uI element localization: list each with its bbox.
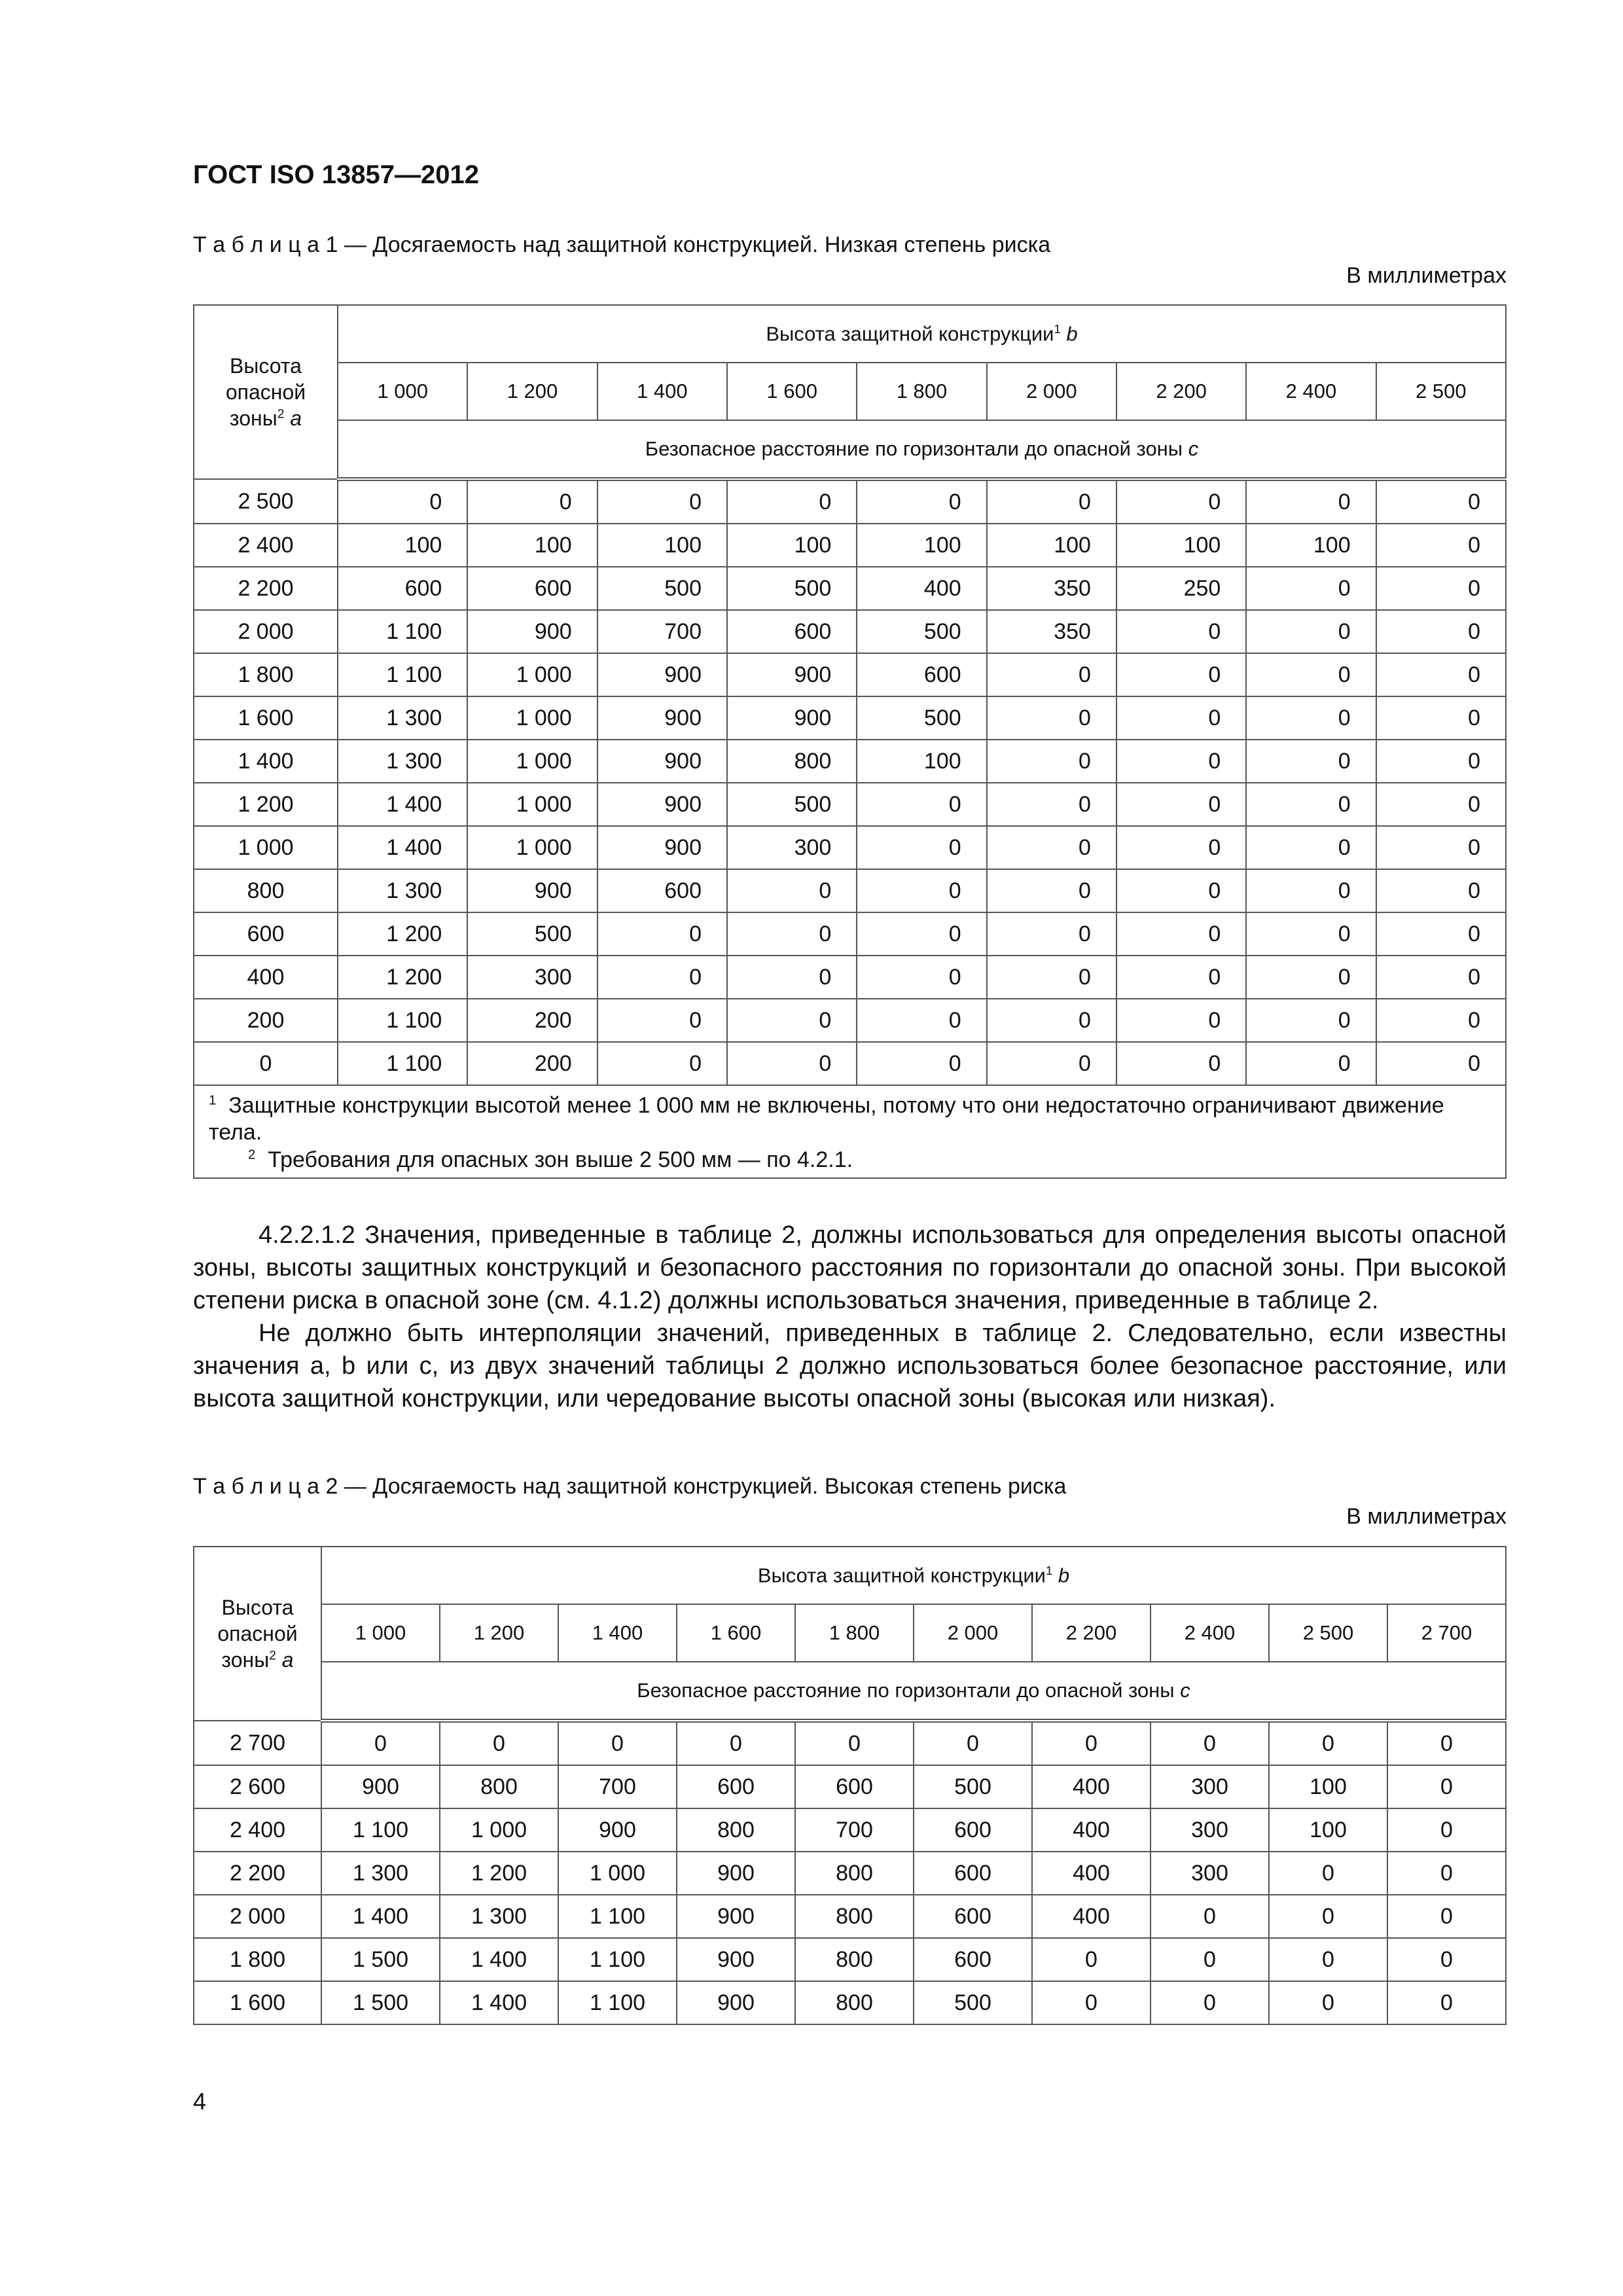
table-cell: 0 (1116, 783, 1246, 826)
table-cell: 0 (1116, 740, 1246, 783)
row-label: 1 800 (194, 1938, 321, 1981)
row-label: 2 700 (194, 1721, 321, 1765)
table-cell: 0 (987, 1042, 1116, 1085)
column-header: 1 800 (795, 1604, 914, 1662)
table-cell: 0 (987, 956, 1116, 999)
table-cell: 900 (467, 869, 597, 912)
table-cell: 500 (467, 912, 597, 956)
table-cell: 0 (1246, 653, 1376, 696)
table2 (193, 1546, 1507, 2025)
table-cell: 0 (1246, 999, 1376, 1042)
table-cell: 0 (857, 999, 986, 1042)
table-cell: 0 (1116, 826, 1246, 869)
table-cell: 0 (727, 956, 857, 999)
table-cell: 300 (1150, 1765, 1269, 1808)
table-cell: 0 (1116, 479, 1246, 524)
table-cell: 1 100 (338, 1042, 467, 1085)
column-header: 2 400 (1246, 363, 1376, 420)
table-cell: 0 (321, 1721, 440, 1765)
table-cell: 0 (597, 999, 727, 1042)
table-cell: 100 (1269, 1765, 1387, 1808)
paragraph: Не должно быть интерполяции значений, приведенных в таблице 2. Следовательно, если известны значения a, b или c, из двух значений таблицы 2 должно использоваться более безопасное расстояние, или высота защитной конструкции, или чередование высоты опасной зоны (высокая или низкая). (193, 1319, 1507, 1412)
table-cell: 0 (727, 479, 857, 524)
row-label: 2 600 (194, 1765, 321, 1808)
table-cell: 500 (727, 567, 857, 610)
table-cell: 100 (987, 524, 1116, 567)
table-cell: 100 (857, 740, 986, 783)
table-cell: 100 (338, 524, 467, 567)
table-cell: 300 (467, 956, 597, 999)
rowhead-line: Высота (230, 354, 302, 378)
table-cell: 1 300 (440, 1895, 558, 1938)
table-row (194, 912, 1506, 956)
table-cell: 0 (1376, 696, 1506, 740)
row-label: 2 400 (194, 524, 338, 567)
table-cell: 0 (857, 956, 986, 999)
table-cell: 300 (1150, 1852, 1269, 1895)
table-cell: 600 (795, 1765, 914, 1808)
table-cell: 800 (727, 740, 857, 783)
column-header: 1 600 (677, 1604, 795, 1662)
table-cell: 700 (597, 610, 727, 653)
column-header: 1 600 (727, 363, 857, 420)
column-header: 2 200 (1032, 1604, 1150, 1662)
table-cell: 1 000 (440, 1808, 558, 1852)
table-cell: 0 (1032, 1981, 1150, 2024)
table-cell: 800 (795, 1938, 914, 1981)
table-cell: 0 (1246, 610, 1376, 653)
table2-units: В миллиметрах (1346, 1504, 1507, 1529)
table-cell: 600 (467, 567, 597, 610)
table-cell: 700 (795, 1808, 914, 1852)
table-cell: 0 (1032, 1721, 1150, 1765)
table-cell: 1 400 (440, 1938, 558, 1981)
table-cell: 0 (1246, 869, 1376, 912)
table-cell: 0 (1150, 1981, 1269, 2024)
table2-column-headers (194, 1604, 1506, 1662)
table-cell: 600 (857, 653, 986, 696)
table1-column-headers (194, 363, 1506, 420)
table-cell: 400 (1032, 1808, 1150, 1852)
table-cell: 1 100 (558, 1895, 677, 1938)
table-cell: 100 (857, 524, 986, 567)
table-cell: 800 (795, 1981, 914, 2024)
rowhead-line: опасной (217, 1622, 298, 1645)
table-row (194, 696, 1506, 740)
column-header: 1 000 (321, 1604, 440, 1662)
table-cell: 600 (727, 610, 857, 653)
table-cell: 0 (1246, 479, 1376, 524)
table-cell: 0 (1269, 1938, 1387, 1981)
row-label: 2 400 (194, 1808, 321, 1852)
table-cell: 400 (1032, 1765, 1150, 1808)
table-row (194, 740, 1506, 783)
document-code: ГОСТ ISO 13857—2012 (193, 160, 479, 189)
table-cell: 100 (1246, 524, 1376, 567)
table-cell: 600 (597, 869, 727, 912)
table-cell: 0 (440, 1721, 558, 1765)
table-cell: 0 (1150, 1721, 1269, 1765)
table-cell: 500 (857, 610, 986, 653)
table-cell: 500 (914, 1981, 1032, 2024)
table-cell: 0 (1376, 479, 1506, 524)
table-cell: 1 000 (467, 826, 597, 869)
row-label: 800 (194, 869, 338, 912)
column-header: 1 200 (440, 1604, 558, 1662)
table-cell: 900 (597, 826, 727, 869)
table-cell: 900 (321, 1765, 440, 1808)
table-cell: 0 (987, 653, 1116, 696)
table-cell: 0 (1376, 869, 1506, 912)
table-cell: 1 300 (338, 740, 467, 783)
table-cell: 0 (857, 783, 986, 826)
table-cell: 300 (727, 826, 857, 869)
table-cell: 600 (677, 1765, 795, 1808)
column-header: 1 000 (338, 363, 467, 420)
table-row (194, 1808, 1506, 1852)
table-cell: 0 (1246, 1042, 1376, 1085)
table-row (194, 524, 1506, 567)
column-header: 1 400 (558, 1604, 677, 1662)
row-label: 400 (194, 956, 338, 999)
table-cell: 0 (987, 740, 1116, 783)
table2-rowhead: Высота опасной зоны$^2$ a (194, 1547, 321, 1721)
table-cell: 900 (727, 653, 857, 696)
table-cell: 0 (1116, 653, 1246, 696)
table-cell: 1 400 (321, 1895, 440, 1938)
rowhead-line: зоны (221, 1648, 270, 1672)
table-cell: 1 400 (338, 826, 467, 869)
table-cell: 0 (857, 1042, 986, 1085)
table-cell: 900 (677, 1981, 795, 2024)
table-cell: 0 (914, 1721, 1032, 1765)
table-cell: 0 (1150, 1938, 1269, 1981)
table-row (194, 956, 1506, 999)
table-row (194, 1852, 1506, 1895)
row-label: 2 000 (194, 610, 338, 653)
table-cell: 0 (857, 912, 986, 956)
table-cell: 0 (1387, 1808, 1506, 1852)
table-row (194, 869, 1506, 912)
table-cell: 0 (1376, 524, 1506, 567)
row-label: 1 200 (194, 783, 338, 826)
table-cell: 600 (338, 567, 467, 610)
table-cell: 1 300 (321, 1852, 440, 1895)
table-cell: 0 (987, 783, 1116, 826)
table-cell: 600 (914, 1895, 1032, 1938)
column-header: 2 700 (1387, 1604, 1506, 1662)
table-cell: 400 (1032, 1895, 1150, 1938)
table-cell: 0 (857, 869, 986, 912)
table-row (194, 653, 1506, 696)
table-row (194, 610, 1506, 653)
column-header: 1 800 (857, 363, 986, 420)
table-cell: 0 (677, 1721, 795, 1765)
table-row (194, 1721, 1506, 1765)
table-cell: 0 (795, 1721, 914, 1765)
table-cell: 0 (1376, 1042, 1506, 1085)
table-cell: 1 000 (467, 740, 597, 783)
row-label: 2 200 (194, 567, 338, 610)
table-cell: 0 (1376, 826, 1506, 869)
table-cell: 0 (1387, 1895, 1506, 1938)
table-cell: 0 (727, 999, 857, 1042)
table-cell: 0 (1269, 1852, 1387, 1895)
table-cell: 0 (1376, 610, 1506, 653)
table-cell: 0 (987, 912, 1116, 956)
table-cell: 0 (857, 479, 986, 524)
table1 (193, 304, 1507, 1179)
row-label: 200 (194, 999, 338, 1042)
table-cell: 0 (1246, 956, 1376, 999)
table-cell: 0 (1376, 783, 1506, 826)
table-cell: 0 (597, 956, 727, 999)
table-cell: 0 (987, 696, 1116, 740)
paragraph: 4.2.2.1.2 Значения, приведенные в таблице 2, должны использоваться для определения высоты опасной зоны, высоты защитных конструкций и безопасного расстояния по горизонтали до опасной зоны. При высокой степени риска в опасной зоне (см. 4.1.2) должны использоваться значения, приведенные в таблице 2. (193, 1221, 1507, 1314)
column-header: 2 000 (914, 1604, 1032, 1662)
table-cell: 400 (857, 567, 986, 610)
table-cell: 900 (677, 1852, 795, 1895)
table1-units: В миллиметрах (1346, 263, 1507, 288)
table-row (194, 783, 1506, 826)
row-label: 1 000 (194, 826, 338, 869)
table-cell: 500 (727, 783, 857, 826)
row-label: 0 (194, 1042, 338, 1085)
table-cell: 0 (987, 479, 1116, 524)
table-row (194, 1895, 1506, 1938)
table-cell: 0 (1269, 1721, 1387, 1765)
table-cell: 1 100 (338, 610, 467, 653)
table-cell: 1 300 (338, 696, 467, 740)
table-cell: 350 (987, 610, 1116, 653)
footnote: $^1$ Защитные конструкции высотой менее 1 000 мм не включены, потому что они недостаточно ограничивают движение тела. (209, 1093, 1444, 1145)
table-cell: 100 (1269, 1808, 1387, 1852)
table-cell: 0 (1376, 740, 1506, 783)
table-cell: 1 100 (338, 653, 467, 696)
table-cell: 0 (1246, 567, 1376, 610)
row-label: 1 800 (194, 653, 338, 696)
table-cell: 0 (467, 479, 597, 524)
table-row (194, 567, 1506, 610)
table-cell: 0 (1376, 999, 1506, 1042)
table-cell: 1 100 (338, 999, 467, 1042)
table-row (194, 1765, 1506, 1808)
table-row (194, 999, 1506, 1042)
column-header: 2 500 (1376, 363, 1506, 420)
column-header: 1 200 (467, 363, 597, 420)
table1-notes (194, 1085, 1506, 1178)
row-label: 600 (194, 912, 338, 956)
table-cell: 0 (1116, 912, 1246, 956)
footnote: $^2$ Требования для опасных зон выше 2 500 мм — по 4.2.1. (248, 1147, 853, 1172)
table-cell: 900 (677, 1895, 795, 1938)
column-header: 2 400 (1150, 1604, 1269, 1662)
table-cell: 0 (1116, 869, 1246, 912)
table-cell: 1 200 (440, 1852, 558, 1895)
rowhead-line: опасной (225, 380, 306, 404)
row-label: 1 400 (194, 740, 338, 783)
table-cell: 800 (795, 1895, 914, 1938)
table-row (194, 1981, 1506, 2024)
table-cell: 1 500 (321, 1938, 440, 1981)
table-cell: 0 (1116, 1042, 1246, 1085)
table-cell: 400 (1032, 1852, 1150, 1895)
table-cell: 0 (1246, 696, 1376, 740)
table-cell: 500 (914, 1765, 1032, 1808)
table-cell: 0 (338, 479, 467, 524)
rowhead-line: Высота (221, 1596, 294, 1619)
table-cell: 1 100 (558, 1981, 677, 2024)
table-row (194, 826, 1506, 869)
table-cell: 0 (727, 1042, 857, 1085)
table-cell: 1 200 (338, 912, 467, 956)
table-row (194, 1938, 1506, 1981)
table1-subheader: Безопасное расстояние по горизонтали до опасной зоны c (338, 420, 1506, 479)
column-header: 1 400 (597, 363, 727, 420)
table-cell: 0 (1116, 956, 1246, 999)
table-cell: 500 (597, 567, 727, 610)
table-cell: 0 (987, 999, 1116, 1042)
table-cell: 0 (1376, 912, 1506, 956)
table-cell: 600 (914, 1808, 1032, 1852)
table-cell: 1 100 (558, 1938, 677, 1981)
table-cell: 600 (914, 1852, 1032, 1895)
row-label: 2 000 (194, 1895, 321, 1938)
table-cell: 0 (727, 869, 857, 912)
table-cell: 0 (1387, 1852, 1506, 1895)
table-cell: 900 (677, 1938, 795, 1981)
table-cell: 800 (795, 1852, 914, 1895)
table-cell: 200 (467, 999, 597, 1042)
table-cell: 0 (1387, 1938, 1506, 1981)
table-cell: 0 (1246, 783, 1376, 826)
table-cell: 0 (1376, 653, 1506, 696)
table-cell: 100 (1116, 524, 1246, 567)
table-cell: 1 000 (467, 783, 597, 826)
table-cell: 0 (1387, 1765, 1506, 1808)
table-cell: 0 (1376, 567, 1506, 610)
table-cell: 900 (597, 783, 727, 826)
table2-colgroup-title: Высота защитной конструкции$^1$ b (321, 1547, 1506, 1604)
table-cell: 0 (1387, 1981, 1506, 2024)
table-cell: 0 (1387, 1721, 1506, 1765)
table-cell: 0 (597, 1042, 727, 1085)
table-cell: 0 (727, 912, 857, 956)
table-cell: 1 400 (338, 783, 467, 826)
table-cell: 0 (857, 826, 986, 869)
body-text (193, 1219, 1507, 1415)
table-cell: 0 (1246, 826, 1376, 869)
table-cell: 1 500 (321, 1981, 440, 2024)
table-cell: 0 (987, 826, 1116, 869)
table-cell: 0 (1116, 999, 1246, 1042)
table-cell: 900 (727, 696, 857, 740)
table-cell: 900 (597, 653, 727, 696)
table-cell: 350 (987, 567, 1116, 610)
table-cell: 900 (467, 610, 597, 653)
row-label: 1 600 (194, 696, 338, 740)
table-cell: 1 200 (338, 956, 467, 999)
rowhead-line: зоны (229, 406, 277, 430)
table-cell: 900 (558, 1808, 677, 1852)
table1-caption: Т а б л и ц а 1 — Досягаемость над защитной конструкцией. Низкая степень риска (193, 232, 1051, 257)
table1-rowhead: Высота опасной зоны$^2$ a (194, 305, 338, 479)
table-cell: 0 (1246, 740, 1376, 783)
table-cell: 0 (1150, 1895, 1269, 1938)
table2-subheader: Безопасное расстояние по горизонтали до опасной зоны c (321, 1662, 1506, 1721)
row-label: 2 200 (194, 1852, 321, 1895)
table-cell: 800 (677, 1808, 795, 1852)
page-number: 4 (193, 2088, 207, 2115)
table-cell: 0 (1376, 956, 1506, 999)
table-cell: 0 (597, 479, 727, 524)
row-label: 2 500 (194, 479, 338, 524)
table-cell: 100 (467, 524, 597, 567)
table-cell: 700 (558, 1765, 677, 1808)
table2-caption: Т а б л и ц а 2 — Досягаемость над защитной конструкцией. Высокая степень риска (193, 1474, 1067, 1499)
table-cell: 100 (597, 524, 727, 567)
table-cell: 900 (597, 696, 727, 740)
table-cell: 1 000 (467, 696, 597, 740)
table-cell: 1 000 (558, 1852, 677, 1895)
table-cell: 0 (1269, 1895, 1387, 1938)
table-cell: 1 100 (321, 1808, 440, 1852)
table-cell: 0 (558, 1721, 677, 1765)
table1-colgroup-title: Высота защитной конструкции$^1$ b (338, 305, 1506, 363)
table-cell: 0 (597, 912, 727, 956)
table-cell: 600 (914, 1938, 1032, 1981)
column-header: 2 000 (987, 363, 1116, 420)
table-cell: 900 (597, 740, 727, 783)
table-cell: 200 (467, 1042, 597, 1085)
table-cell: 300 (1150, 1808, 1269, 1852)
table-cell: 0 (1269, 1981, 1387, 2024)
table-cell: 1 000 (467, 653, 597, 696)
table-cell: 0 (987, 869, 1116, 912)
table-cell: 0 (1116, 696, 1246, 740)
table-cell: 800 (440, 1765, 558, 1808)
table-cell: 250 (1116, 567, 1246, 610)
table-cell: 0 (1116, 610, 1246, 653)
table-cell: 0 (1032, 1938, 1150, 1981)
column-header: 2 500 (1269, 1604, 1387, 1662)
table-cell: 500 (857, 696, 986, 740)
table-cell: 100 (727, 524, 857, 567)
column-header: 2 200 (1116, 363, 1246, 420)
table-row (194, 479, 1506, 524)
table-row (194, 1042, 1506, 1085)
row-label: 1 600 (194, 1981, 321, 2024)
table-cell: 1 300 (338, 869, 467, 912)
table-cell: 0 (1246, 912, 1376, 956)
table-cell: 1 400 (440, 1981, 558, 2024)
